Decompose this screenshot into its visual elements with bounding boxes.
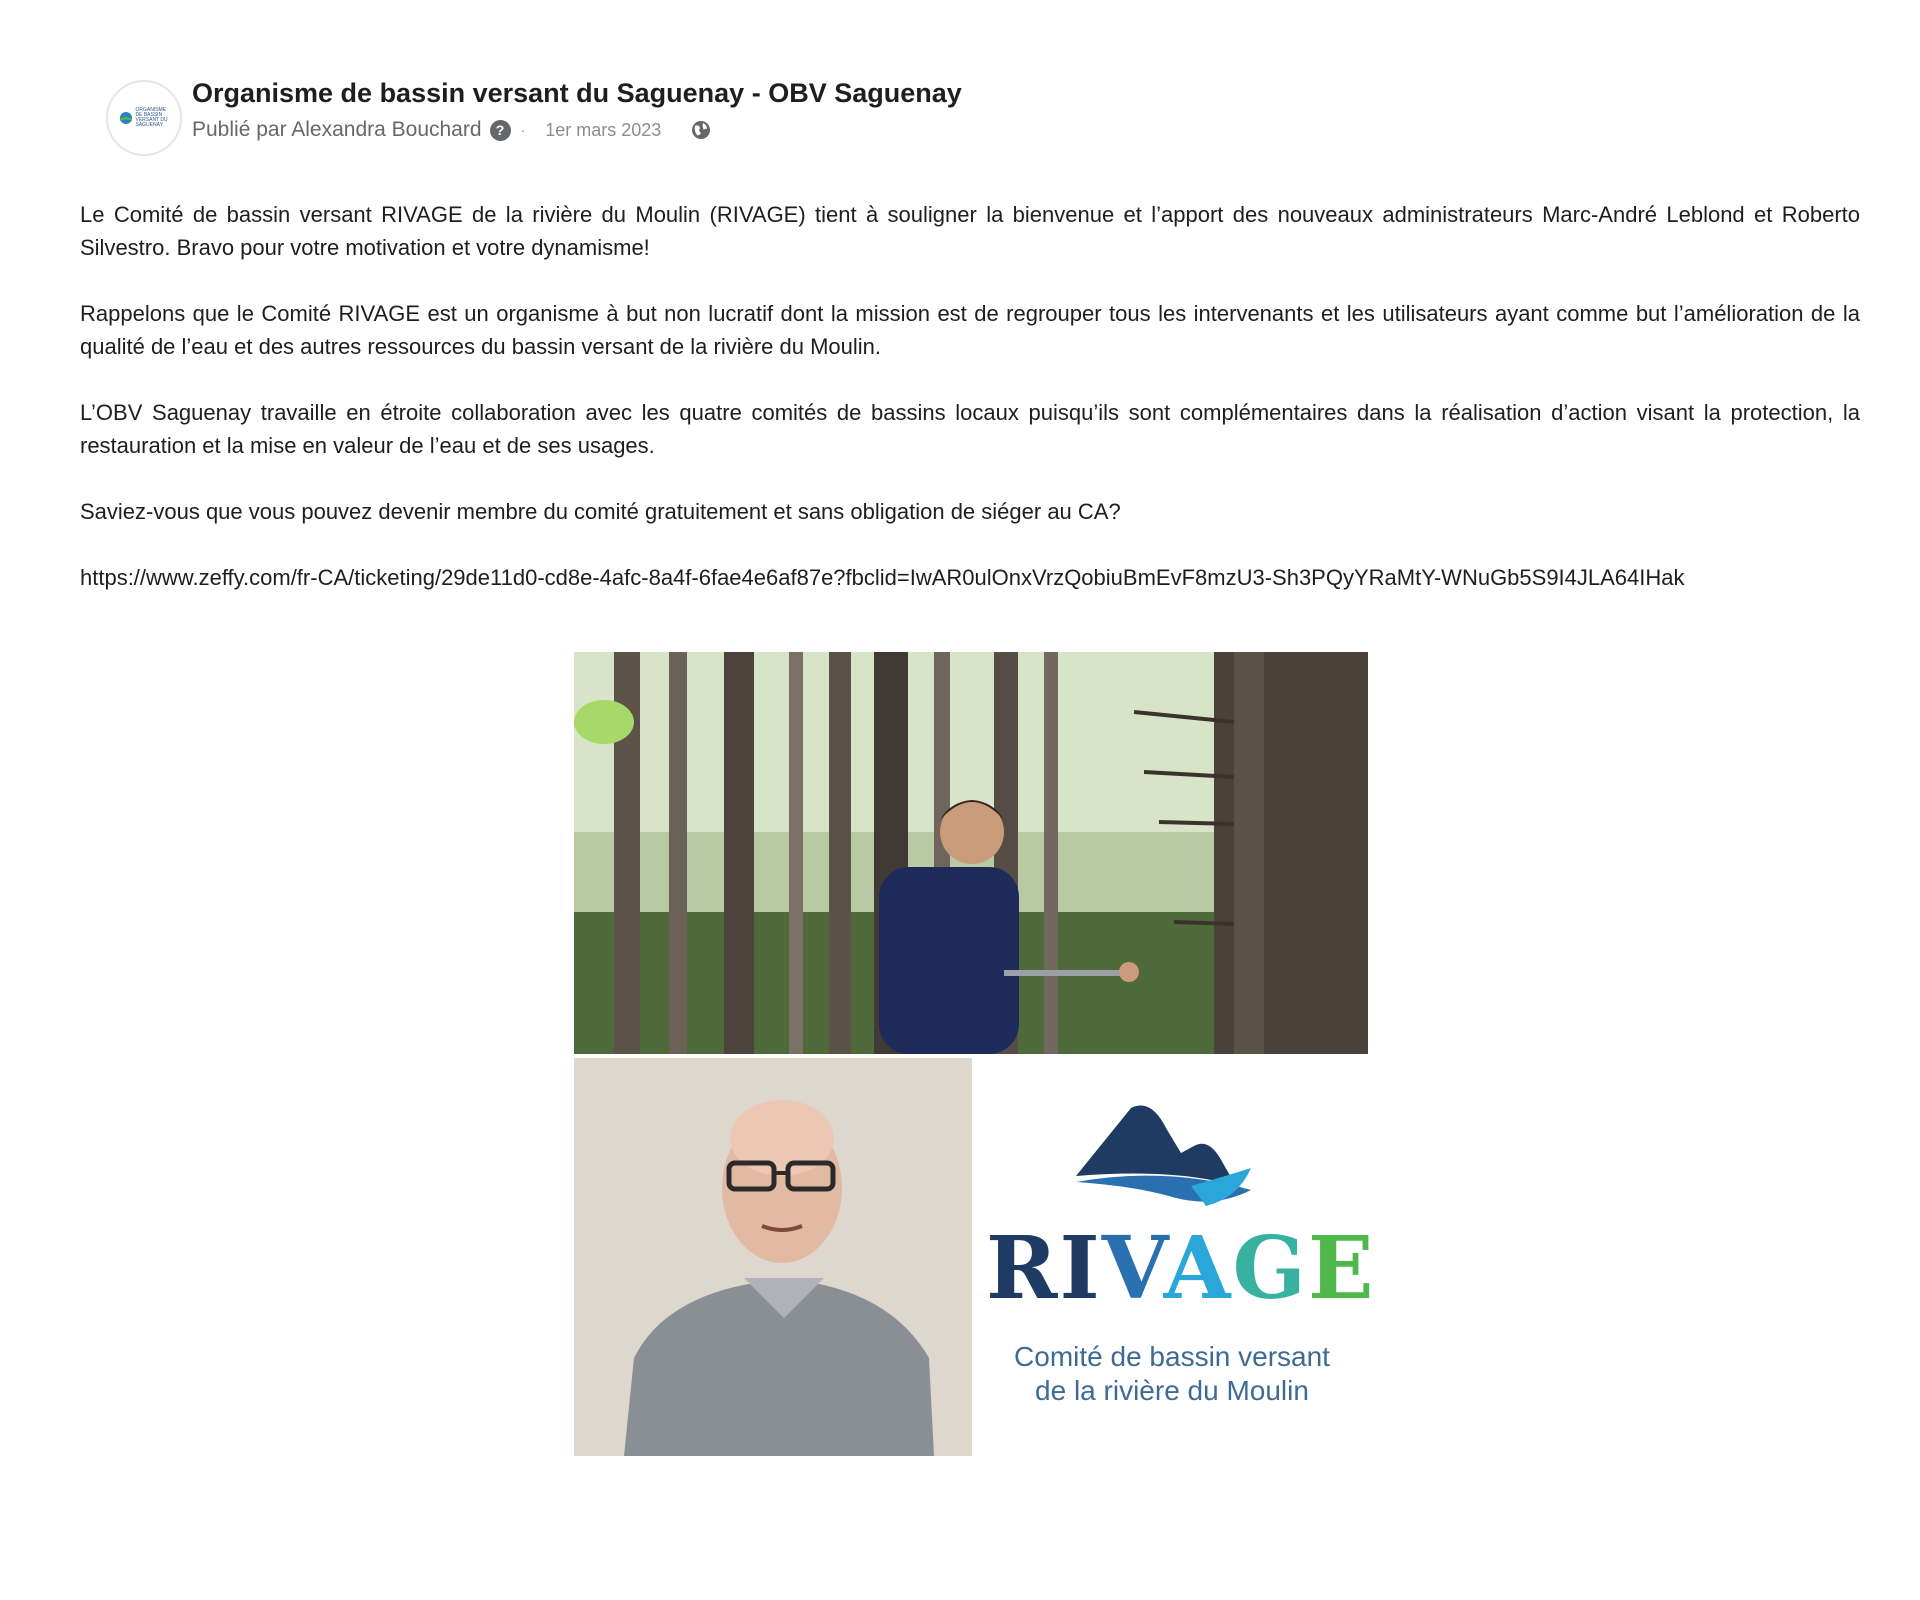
photo-grid [574,652,1376,1456]
post-header [100,78,1600,158]
page-name-link[interactable]: Organisme de bassin versant du Saguenay - OBV Saguenay [192,78,962,108]
post-date[interactable]: 1er mars 2023 [545,119,662,140]
obv-logo [119,108,170,128]
mountain-logo-icon [1076,1106,1251,1207]
paragraph: Rappelons que le Comité RIVAGE est un organisme à but non lucratif dont la mission est de regrouper tous les intervenants et les utilisateurs ayant comme but l’amélioration de la qualité de l’eau et des autres ressources du bassin versant de la rivière du Moulin. [80,301,1860,359]
paragraph: L’OBV Saguenay travaille en étroite collaboration avec les quatre comités de bassins locaux puisqu’ils sont complémentaires dans la réalisation d’action visant la protection, la restauration et la mise en valeur de l’eau et de ses usages. [80,400,1860,458]
logo-line-2: de la rivière du Moulin [1035,1375,1309,1406]
meta-separator: · [520,122,526,138]
globe-icon[interactable] [691,120,711,140]
membership-link[interactable]: https://www.zeffy.com/fr-CA/ticketing/29de11d0-cd8e-4afc-8a4f-6fae4e6af87e?fbclid=IwAR0ulOnxVrzQobiuBmEvF8mzU3-Sh3PQyYRaMtY-WNuGb5S9I4JLA64IHak [80,565,1685,590]
post-meta [192,118,711,142]
svg-text:RIVAGE: RIVAGE [986,1218,1376,1319]
portrait-photo[interactable] [574,1058,972,1456]
question-circle-icon[interactable]: ? [490,120,511,141]
obv-logo-icon [119,111,133,125]
paragraph: Le Comité de bassin versant RIVAGE de la rivière du Moulin (RIVAGE) tient à souligner la bienvenue et l’apport des nouveaux administrateurs Marc-André Leblond et Roberto Silvestro. Bravo pour votre motivation et votre dynamisme! [80,202,1860,260]
rivage-logo[interactable] [976,1058,1376,1456]
avatar-logo-text: ORGANISME DE BASSIN VERSANT DU SAGUENAY [135,107,168,128]
page-avatar[interactable] [106,80,182,156]
logo-line-1: Comité de bassin versant [1014,1341,1330,1372]
forest-photo[interactable] [574,652,1368,1054]
published-by[interactable]: Publié par Alexandra Bouchard [192,118,482,141]
paragraph: Saviez-vous que vous pouvez devenir membre du comité gratuitement et sans obligation de siéger au CA? [80,499,1121,524]
post-text [80,198,1860,594]
